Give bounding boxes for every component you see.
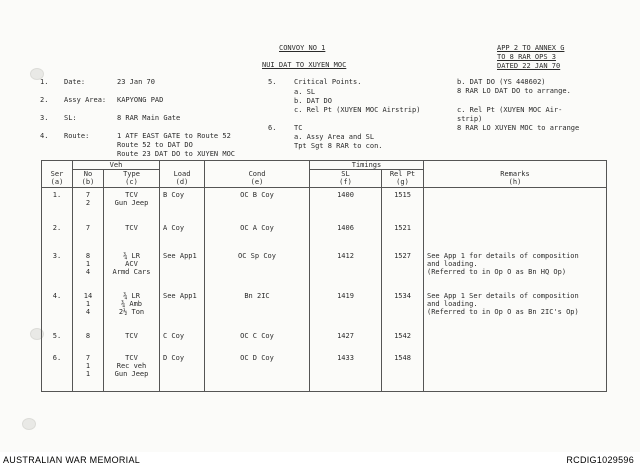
convoy-table	[41, 160, 607, 392]
item-4-route-line1: 1 ATF EAST GATE to Route 52	[117, 132, 231, 140]
table-row	[42, 221, 607, 249]
item-6-number: 6.	[268, 124, 277, 132]
cell-no: 8	[73, 329, 104, 351]
header-sl: SL	[310, 170, 382, 179]
item-5c: c. Rel Pt (XUYEN MOC Airstrip)	[294, 106, 421, 114]
cell-cond: OC C Coy	[205, 329, 310, 351]
item-4-route-line3: Route 23 DAT DO to XUYEN MOC	[117, 150, 236, 158]
item-5b: b. DAT DO	[294, 97, 332, 105]
punch-hole-foot	[22, 418, 36, 430]
cell-ser: 5.	[42, 329, 73, 351]
header-col-e: (e)	[205, 178, 310, 187]
cell-type: TCV Rec veh Gun Jeep	[104, 351, 160, 391]
cell-remarks	[424, 351, 607, 391]
header-timings: Timings	[310, 161, 424, 170]
cell-cond: OC B Coy	[205, 187, 310, 221]
cell-ser: 3.	[42, 249, 73, 289]
cell-ser: 1.	[42, 187, 73, 221]
cell-no: 7 2	[73, 187, 104, 221]
cell-rel: 1527	[382, 249, 424, 289]
cell-rel: 1515	[382, 187, 424, 221]
cell-type: TCV Gun Jeep	[104, 187, 160, 221]
item-1-label: Date:	[64, 78, 86, 86]
cell-rel: 1542	[382, 329, 424, 351]
cell-ser: 6.	[42, 351, 73, 391]
footer-reference: RCDIG1029596	[566, 455, 634, 465]
header-no: No	[73, 170, 104, 179]
item-1-number: 1.	[40, 78, 49, 86]
annex-ref-line1: APP 2 TO ANNEX G	[497, 44, 565, 52]
item-2-value: KAPYONG PAD	[117, 96, 164, 104]
cell-ser: 4.	[42, 289, 73, 329]
header-ser: Ser	[42, 170, 73, 179]
header-load: Load	[160, 170, 205, 179]
header-col-g: (g)	[382, 178, 424, 187]
header-cond: Cond	[205, 170, 310, 179]
item-5-label: Critical Points.	[294, 78, 362, 86]
item-3-value: 8 RAR Main Gate	[117, 114, 181, 122]
annex-ref-line3: DATED 22 JAN 70	[497, 62, 561, 70]
item-6a: a. Assy Area and SL	[294, 133, 375, 141]
item-6-tpt: Tpt Sgt 8 RAR to con.	[294, 142, 383, 150]
annex-ref-line2: TO 8 RAR OPS 3	[497, 53, 557, 61]
cell-type: ¾ LR ¾ Amb 2½ Ton	[104, 289, 160, 329]
cell-remarks	[424, 221, 607, 249]
header-type: Type	[104, 170, 160, 179]
cell-sl: 1406	[310, 221, 382, 249]
footer-archive-name: AUSTRALIAN WAR MEMORIAL	[3, 455, 141, 465]
table-row	[42, 187, 607, 221]
table-row	[42, 249, 607, 289]
header-col-f: (f)	[310, 178, 382, 187]
item-5b-arrange: 8 RAR LO DAT DO to arrange.	[457, 87, 571, 95]
item-5c-arrange: 8 RAR LO XUYEN MOC to arrange	[457, 124, 580, 132]
table-row	[42, 351, 607, 391]
route-title: NUI DAT TO XUYEN MOC	[262, 61, 347, 69]
table-body	[42, 187, 607, 391]
item-3-label: SL:	[64, 114, 77, 122]
item-2-label: Assy Area:	[64, 96, 107, 104]
header-col-a: (a)	[42, 178, 73, 187]
item-5c-detail-line2: strip)	[457, 115, 483, 123]
cell-cond: OC D Coy	[205, 351, 310, 391]
cell-sl: 1427	[310, 329, 382, 351]
item-5a: a. SL	[294, 88, 316, 96]
cell-sl: 1412	[310, 249, 382, 289]
cell-remarks: See App 1 for details of composition and loading. (Referred to in Op O as Bn HQ Op)	[424, 249, 607, 289]
header-col-c: (c)	[104, 178, 160, 187]
cell-cond: OC Sp Coy	[205, 249, 310, 289]
cell-ser: 2.	[42, 221, 73, 249]
cell-type: TCV	[104, 221, 160, 249]
item-4-route-line2: Route 52 to DAT DO	[117, 141, 193, 149]
cell-rel: 1548	[382, 351, 424, 391]
cell-rel: 1521	[382, 221, 424, 249]
cell-sl: 1419	[310, 289, 382, 329]
item-5b-detail: b. DAT DO (YS 448602)	[457, 78, 546, 86]
cell-no: 8 1 4	[73, 249, 104, 289]
header-col-b: (b)	[73, 178, 104, 187]
table-row	[42, 289, 607, 329]
cell-load: See App1	[160, 289, 205, 329]
cell-sl: 1433	[310, 351, 382, 391]
cell-cond: OC A Coy	[205, 221, 310, 249]
cell-load: D Coy	[160, 351, 205, 391]
cell-no: 14 1 4	[73, 289, 104, 329]
item-4-label: Route:	[64, 132, 90, 140]
table-row	[42, 329, 607, 351]
cell-type: TCV	[104, 329, 160, 351]
item-2-number: 2.	[40, 96, 49, 104]
header-remarks: Remarks	[424, 170, 607, 179]
header-col-d: (d)	[160, 178, 205, 187]
item-4-number: 4.	[40, 132, 49, 140]
header-relpt: Rel Pt	[382, 170, 424, 179]
item-3-number: 3.	[40, 114, 49, 122]
cell-remarks	[424, 187, 607, 221]
convoy-title: CONVOY NO 1	[279, 44, 326, 52]
cell-load: A Coy	[160, 221, 205, 249]
item-6-label: TC	[294, 124, 303, 132]
cell-no: 7	[73, 221, 104, 249]
header-col-h: (h)	[424, 178, 607, 187]
cell-remarks	[424, 329, 607, 351]
cell-type: ¾ LR ACV Armd Cars	[104, 249, 160, 289]
item-5c-detail-line1: c. Rel Pt (XUYEN MOC Air-	[457, 106, 563, 114]
cell-load: B Coy	[160, 187, 205, 221]
cell-load: C Coy	[160, 329, 205, 351]
cell-cond: Bn 2IC	[205, 289, 310, 329]
cell-sl: 1400	[310, 187, 382, 221]
footer-bar	[0, 452, 640, 468]
header-veh: Veh	[73, 161, 160, 170]
cell-remarks: See App 1 Ser details of composition and loading. (Referred to in Op O as Bn 2IC's Op)	[424, 289, 607, 329]
cell-load: See App1	[160, 249, 205, 289]
item-1-value: 23 Jan 70	[117, 78, 155, 86]
item-5-number: 5.	[268, 78, 277, 86]
cell-rel: 1534	[382, 289, 424, 329]
cell-no: 7 1 1	[73, 351, 104, 391]
